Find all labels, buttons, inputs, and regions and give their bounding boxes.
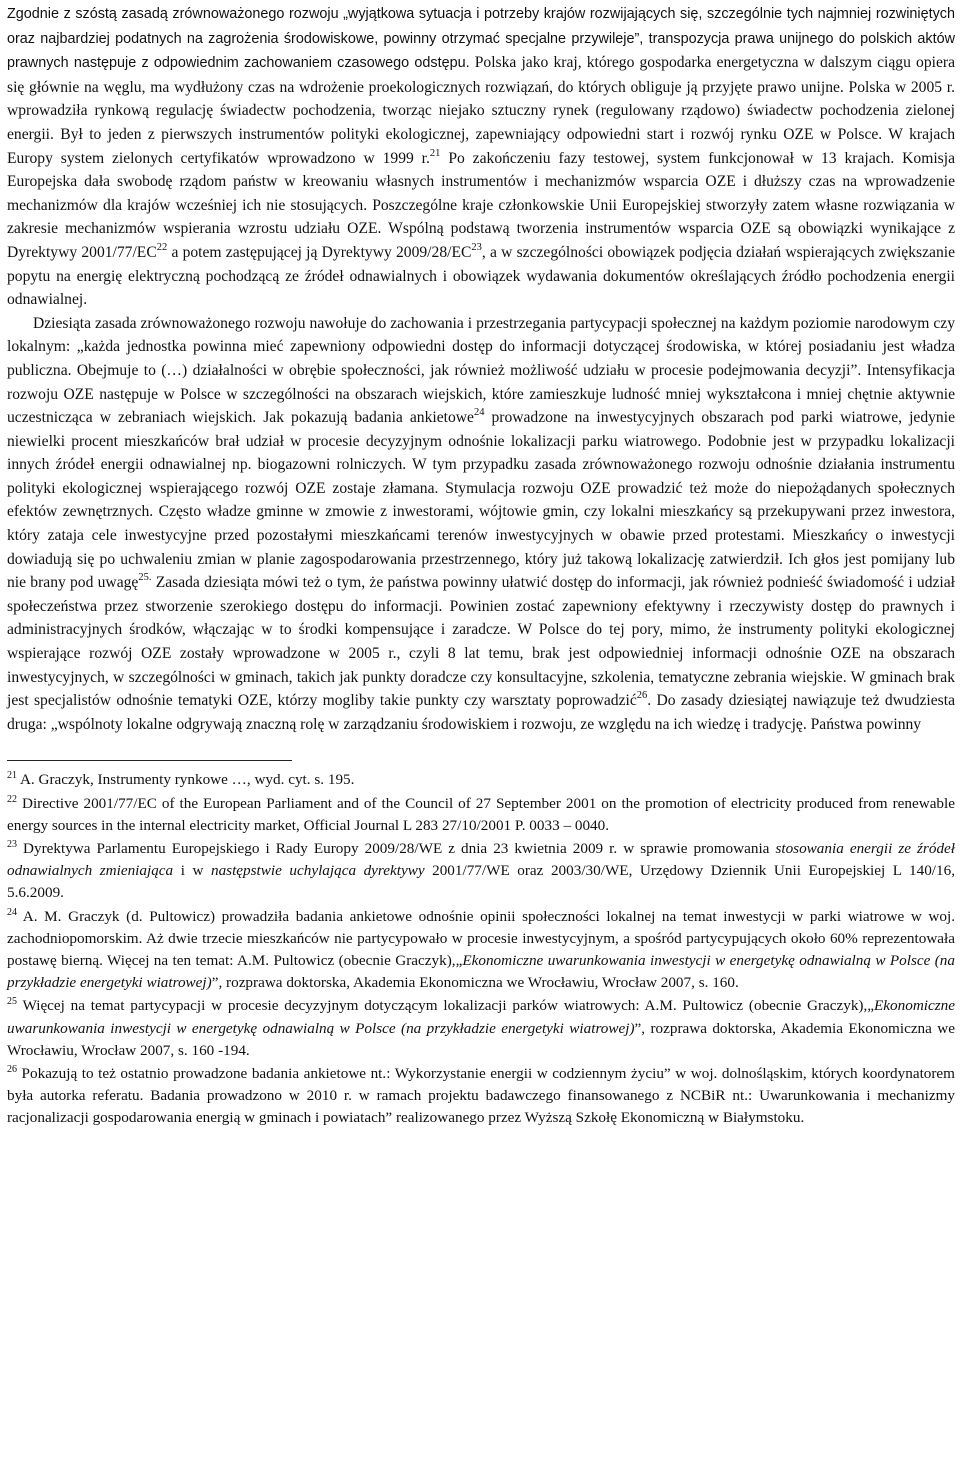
footnote-text: Więcej na temat partycypacji w procesie decyzyjnym dotyczącym lokalizacji parków wiatrowych: A.M. Pultowicz (obecnie Graczyk),„	[17, 997, 875, 1015]
footnote-number: 26	[7, 1064, 17, 1076]
footnote-22	[7, 793, 955, 837]
footnote-number: 22	[7, 793, 17, 805]
footnote-25	[7, 995, 955, 1062]
footnote-italic-title: Ekonomiczne uwarunkowania inwestycji w energetykę odnawialną w Polsce (na przykładzie energetyki wiatrowej)	[7, 952, 955, 992]
footnote-text: Dyrektywa Parlamentu Europejskiego i Rady Europy 2009/28/WE z dnia 23 kwietnia 2009 r. w sprawie promowania	[17, 840, 776, 858]
footnote-number: 24	[7, 906, 17, 918]
footnote-italic-text: stosowania energii ze źródeł odnawialnych zmieniająca	[7, 840, 955, 880]
footnote-24	[7, 906, 955, 995]
footnotes	[7, 769, 955, 1129]
footnote-ref-23[interactable]: 23	[471, 241, 482, 253]
document-page	[7, 0, 955, 1131]
footnote-number: 25	[7, 996, 17, 1008]
footnote-text: ”, rozprawa doktorska, Akademia Ekonomiczna we Wrocławiu, Wrocław 2007, s. 160.	[211, 974, 739, 992]
footnote-text: A. M. Graczyk (d. Pultowicz) prowadziła badania ankietowe odnośnie opinii społeczności lokalnej na temat inwestycji w parki wiatrowe w woj. zachodniopomorskim. Aż dwie trzecie mieszkańców nie partycypowało w procesie inwestycyjnym, a spośród partycypujących około 60% reprezentowała postawę bierną. Więcej na ten temat: A.M. Pultowicz (obecnie Graczyk),„	[7, 907, 955, 970]
footnote-23	[7, 838, 955, 905]
footnote-number: 21	[7, 770, 17, 782]
footnote-ref-24[interactable]: 24	[473, 407, 485, 419]
footnote-ref-21[interactable]: 21	[429, 147, 441, 159]
text-run: Polska jako kraj, którego gospodarka energetyczna w dalszym ciągu opiera się głównie na węglu, ma wydłużony czas na wdrożenie proekologicznych rozwiązań, do których obliguje ją przyjęte prawo unijne. Polska w 2005 r. wprowadziła rynkową regulację świadectw pochodzenia, tworząc niejako sztuczny rynek (regulowany rządowo) świadectw pochodzenia zielonej energii. Był to jeden z pierwszych instrumentów polityki ekologicznej, zapewniający odpowiedni start i rozwój rynku OZE w Polsce. W krajach Europy system zielonych certyfikatów wprowadzono w 1999 r.	[7, 54, 955, 167]
footnote-text: A. Graczyk, Instrumenty rynkowe …, wyd. cyt. s. 195.	[17, 771, 355, 789]
footnote-divider	[7, 760, 292, 761]
footnote-text: i w	[173, 862, 211, 880]
paragraph-sustainable-development-principle-6	[7, 2, 955, 312]
text-run: Po zakończeniu fazy testowej, system funkcjonował w 13 krajach. Komisja Europejska dała swobodę rządom państw w kreowaniu własnych instrumentów i mechanizmów wsparcia OZE i dłuższy czas na wprowadzenie mechanizmów dla krajów wcześniej ich nie stosujących. Poszczególne kraje członkowskie Unii Europejskiej stworzyły zatem własne rozwiązania w zakresie mechanizmów wspierania wzrostu udziału OZE. Wspólną podstawą tworzenia instrumentów wsparcia OZE są obowiązki wynikające z Dyrektywy 2001/77/EC	[7, 149, 955, 261]
footnote-text: Directive 2001/77/EC of the European Parliament and of the Council of 27 September 2001 on the promotion of electricity produced from renewable energy sources in the internal electricity market, Official Journal L 283 27/10/2001 P. 0033 – 0040.	[7, 794, 955, 834]
footnote-ref-22[interactable]: 22	[156, 241, 168, 253]
text-run: Zasada dziesiąta mówi też o tym, że państwa powinny ułatwić dostęp do informacji, jak również podnieść świadomość i udział społeczeństwa przez stworzenie szerokiego dostępu do informacji. Powinien zostać zapewniony efektywny i rzeczywisty dostęp do prawnych i administracyjnych środków, włączając w to środki kompensujące i zaradcze. W Polsce do tej pory, mimo, że instrumenty polityki ekologicznej wspierające rozwój OZE zostały wprowadzone w 2005 r., czyli 8 lat temu, brak jest odpowiedniej informacji odnośnie OZE na obszarach inwestycyjnych, w szczególności w gminach, takich jak punkty doradcze czy konsultacyjne, szkolenia, tematyczne zebrania wiejskie. W gminach brak jest specjalistów odnośnie tematyki OZE, którzy mogliby takie punkty czy warsztaty poprowadzić	[7, 574, 955, 710]
footnote-ref-26[interactable]: 26	[636, 690, 648, 702]
footnote-text: ”, rozprawa doktorska, Akademia Ekonomiczna we Wrocławiu, Wrocław 2007, s. 160 -194.	[7, 1019, 955, 1059]
footnote-italic-title: Ekonomiczne uwarunkowania inwestycji w energetykę odnawialną w Polsce (na przykładzie energetyki wiatrowej)	[7, 997, 955, 1037]
footnote-ref-25[interactable]: 25.	[138, 572, 152, 584]
text-run: a potem zastępującej ją Dyrektywy 2009/28/EC	[167, 243, 472, 261]
text-run: prowadzone na inwestycyjnych obszarach pod parki wiatrowe, jedynie niewielki procent mieszkańców brał udział w procesie decyzyjnym odnośnie lokalizacji parku wiatrowego. Podobnie jest w przypadku lokalizacji innych źródeł energii odnawialnej np. biogazowni rolniczych. W tym przypadku zasada zrównoważonego rozwoju odnośnie działania instrumentu polityki ekologicznej wspierającego rozwój OZE zostaje złamana. Stymulacja rozwoju OZE prowadzić też może do niepożądanych społecznych efektów zewnętrznych. Często władze gminne w zmowie z inwestorami, wójtowie gmin, czy lokalni mieszkańcy są przekupywani przez inwestora, który zataja cele inwestycyjne przed pozostałymi mieszkańcami terenów inwestycyjnych w obawie przed protestami. Mieszkańcy o inwestycji dowiadują się po uchwaleniu zmian w planie zagospodarowania przestrzennego, który już takową lokalizację zatwierdził. Ich głos jest pomijany lub nie brany pod uwagę	[7, 409, 955, 592]
footnote-number: 23	[7, 839, 17, 851]
text-run: . Do zasady dziesiątej nawiązuje też dwudziesta druga: „wspólnoty lokalne odgrywają znaczną rolę w zarządzaniu środowiskiem i rozwoju, ze względu na ich wiedzę i tradycję. Państwa powinny	[7, 692, 955, 733]
footnote-21	[7, 769, 955, 791]
text-run: , a w szczególności obowiązek podjęcia działań wspierających zwiększanie popytu na energię elektryczną pochodzącą ze źródeł odnawialnych i obowiązek wydawania dokumentów określających źródło pochodzenia energii odnawialnej.	[7, 243, 955, 309]
footnote-text: Pokazują to też ostatnio prowadzone badania ankietowe nt.: Wykorzystanie energii w codziennym życiu” w woj. dolnośląskim, których koordynatorem była autorka referatu. Badania prowadzono w 2010 r. w ramach projektu badawczego finansowanego z NCBiR nt.: Uwarunkowania i mechanizmy racjonalizacji gospodarowania energią w gminach i powiatach” realizowanego przez Wyższą Szkołę Ekonomiczną w Białymstoku.	[7, 1065, 955, 1127]
paragraph-lead-sentence: Zgodnie z szóstą zasadą zrównoważonego rozwoju „wyjątkowa sytuacja i potrzeby krajów rozwijających się, szczególnie tych najmniej rozwiniętych oraz najbardziej podatnych na zagrożenia środowiskowe, powinny otrzymać specjalne przywileje”, transpozycja prawa unijnego do polskich aktów prawnych następuje z odpowiednim zachowaniem czasowego odstępu.	[7, 6, 955, 72]
footnote-italic-text: następstwie uchylająca dyrektywy	[210, 862, 425, 880]
footnote-text: 2001/77/WE oraz 2003/30/WE, Urzędowy Dziennik Unii Europejskiej L 140/16, 5.6.2009.	[7, 862, 956, 902]
footnote-26	[7, 1063, 955, 1130]
text-run: Dziesiąta zasada zrównoważonego rozwoju nawołuje do zachowania i przestrzegania partycypacji społecznej na każdym poziomie narodowym czy lokalnym: „każda jednostka powinna mieć zapewniony odpowiedni dostęp do informacji dotyczącej środowiska, w której posiadaniu jest władza publiczna. Obejmuje to (…) działalności w obrębie społeczności, jak również możliwość udziału w procesie podejmowania decyzji”. Intensyfikacja rozwoju OZE następuje w Polsce w szczególności na obszarach wiejskich, które zamieszkuje ludność mniej wykształcona i mniej chętnie aktywnie uczestnicząca w zebraniach wiejskich. Jak pokazują badania ankietowe	[7, 314, 955, 427]
paragraph-sustainable-development-principle-10	[7, 312, 955, 737]
body-text	[7, 2, 955, 736]
